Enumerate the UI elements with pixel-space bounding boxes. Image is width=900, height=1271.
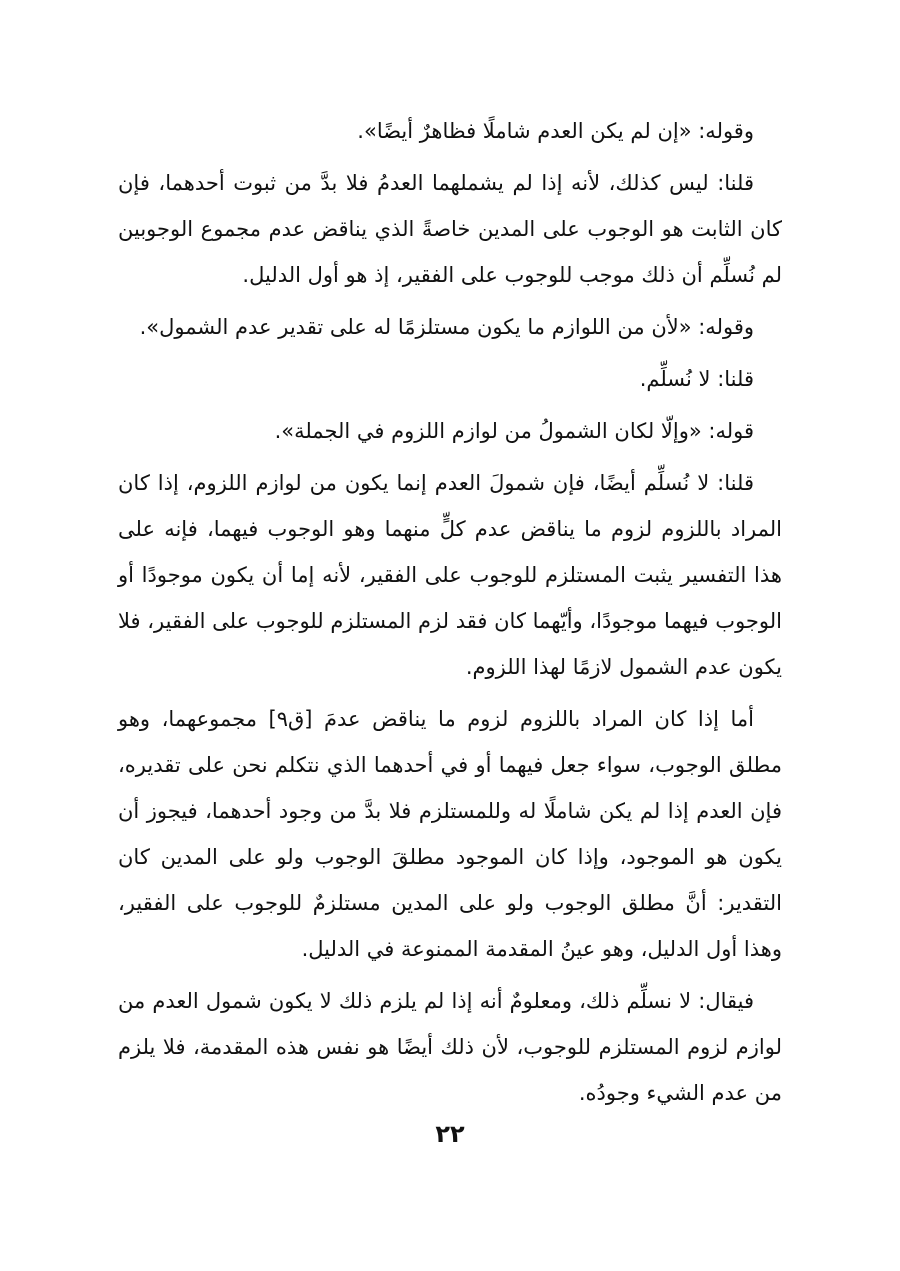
paragraph-2: قلنا: ليس كذلك، لأنه إذا لم يشملهما العدمُ فلا بدَّ من ثبوت أحدهما، فإن كان الثابت هو الوجوب على المدين خاصةً الذي يناقض عدم مجموع الوجوبين لم نُسلِّم أن ذلك موجب للوجوب على الفقير، إذ هو أول الدليل. <box>118 171 782 287</box>
paragraph-1: وقوله: «إن لم يكن العدم شاملًا فظاهرٌ أيضًا». <box>357 119 754 143</box>
paragraph-8: فيقال: لا نسلِّم ذلك، ومعلومٌ أنه إذا لم يلزم ذلك لا يكون شمول العدم من لوازم لزوم المستلزم للوجوب، لأن ذلك أيضًا هو نفس هذه المقدمة، فلا يلزم من عدم الشيء وجودُه. <box>118 989 782 1105</box>
paragraph-3: وقوله: «لأن من اللوازم ما يكون مستلزمًا له على تقدير عدم الشمول». <box>139 315 754 339</box>
paragraph-6: قلنا: لا نُسلِّم أيضًا، فإن شمولَ العدم إنما يكون من لوازم اللزوم، إذا كان المراد باللزوم لزوم ما يناقض عدم كلٍّ منهما وهو الوجوب فيهما، فإنه على هذا التفسير يثبت المستلزم للوجوب على الفقير، لأنه إما أن يكون موجودًا أو الوجوب فيهما موجودًا، وأيّهما كان فقد لزم المستلزم للوجوب على الفقير، فلا يكون عدم الشمول لازمًا لهذا اللزوم. <box>118 471 782 679</box>
page-number: ٢٢ <box>435 1120 465 1148</box>
paragraph-5: قوله: «وإلّا لكان الشمولُ من لوازم اللزوم في الجملة». <box>274 419 754 443</box>
paragraph-7: أما إذا كان المراد باللزوم لزوم ما يناقض عدمَ [ق٩] مجموعهما، وهو مطلق الوجوب، سواء جعل فيهما أو في أحدهما الذي نتكلم نحن على تقديره، فإن العدم إذا لم يكن شاملًا له وللمستلزم فلا بدَّ من وجود أحدهما، فيجوز أن يكون هو الموجود، وإذا كان الموجود مطلقَ الوجوب ولو على المدين كان التقدير: أنَّ مطلق الوجوب ولو على المدين مستلزمٌ للوجوب على الفقير، وهذا أول الدليل، وهو عينُ المقدمة الممنوعة في الدليل. <box>118 707 782 961</box>
paragraph-4: قلنا: لا نُسلِّم. <box>639 367 754 391</box>
body-text <box>118 108 782 1122</box>
